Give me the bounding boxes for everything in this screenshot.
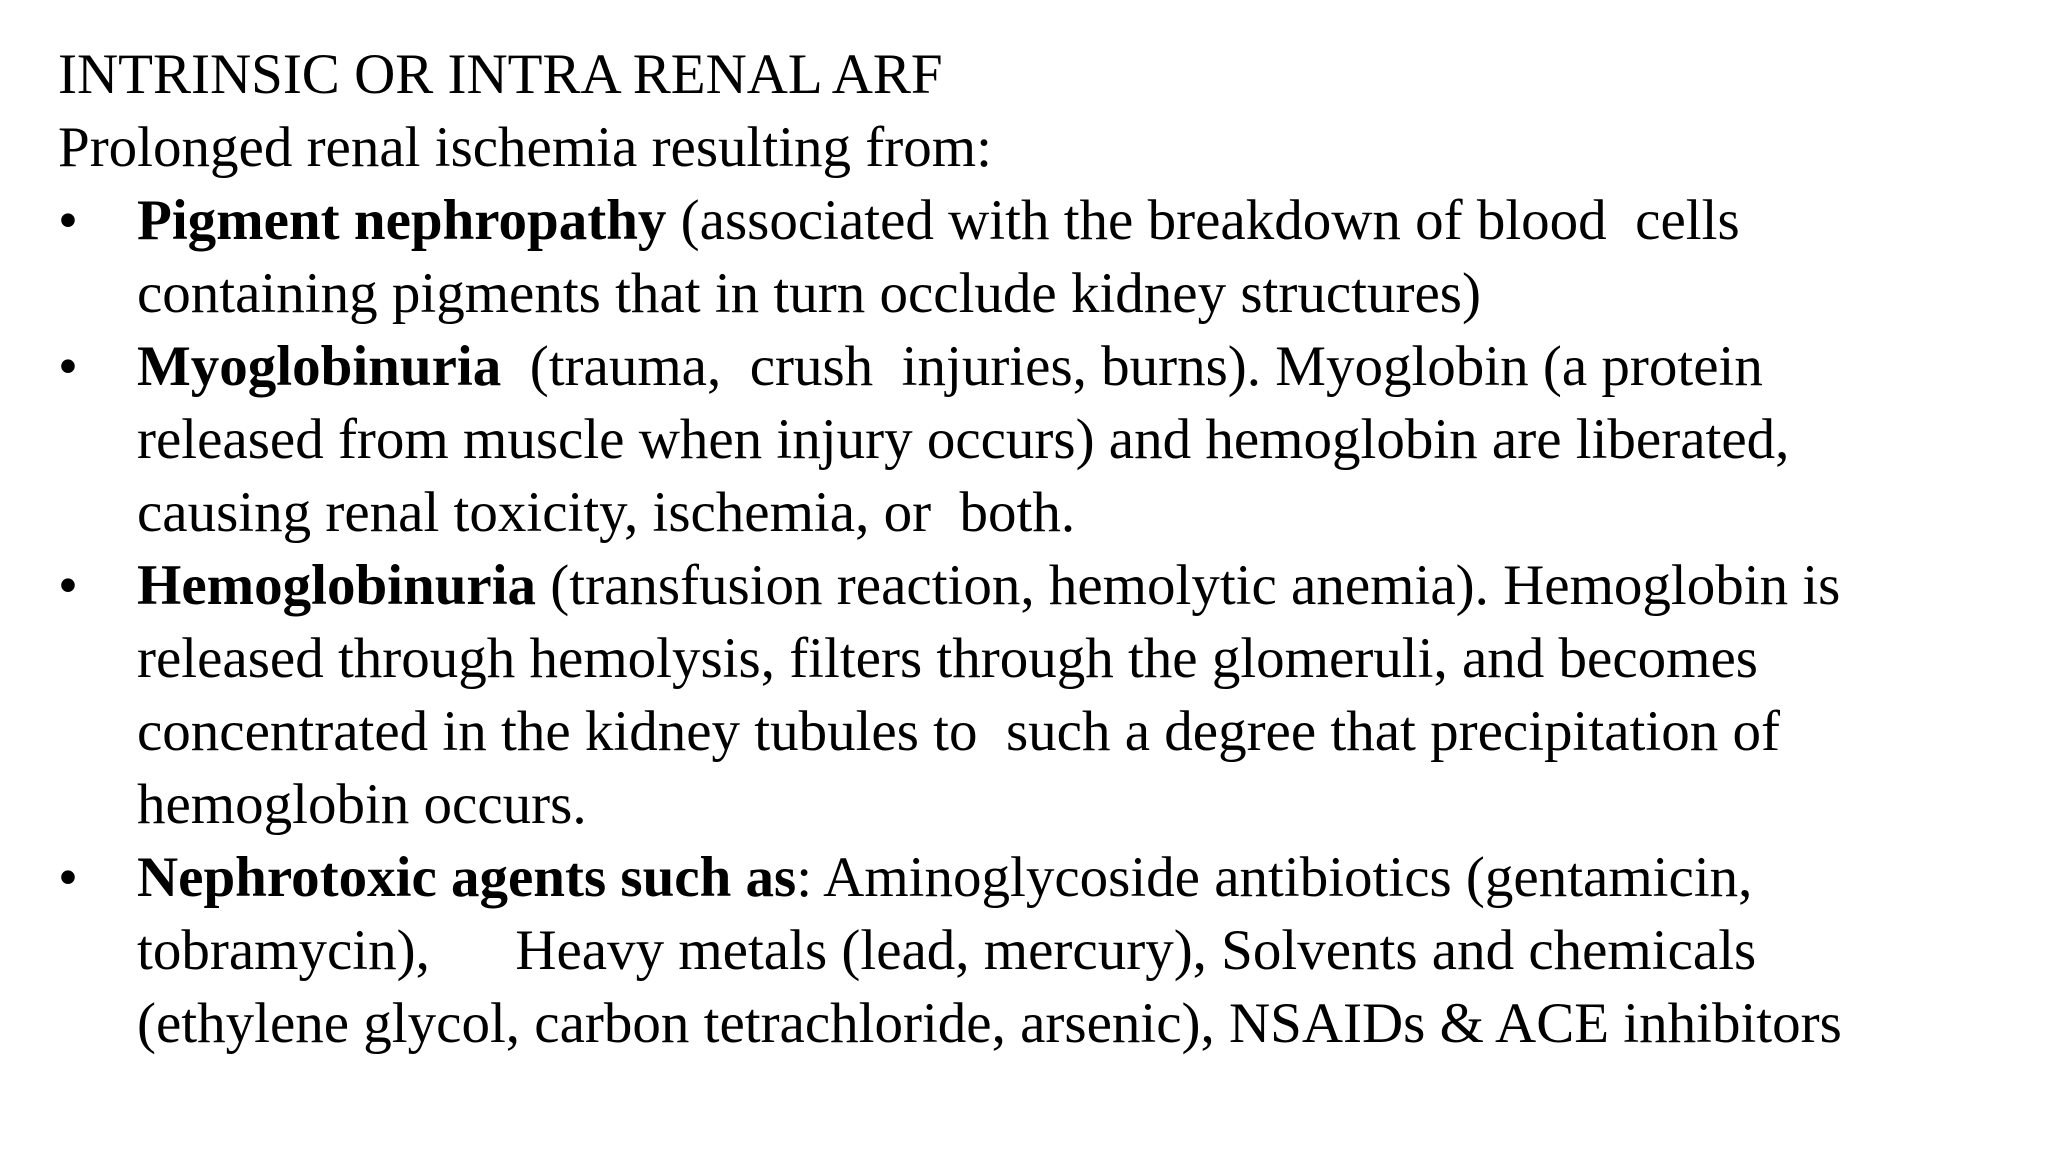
bullet-term: Hemoglobinuria (137, 554, 537, 617)
bullet-description: : Aminoglycoside antibiotics (gentamicin, tobramycin), Heavy metals (lead, mercury), Solvents and chemicals (ethylene glycol, carbon tetrachloride, arsenic), NSAIDs & ACE inhibitors (137, 846, 1842, 1055)
bullet-item-nephrotoxic-agents (58, 841, 2018, 1060)
bullet-icon: • (58, 189, 78, 252)
intro-line: Prolonged renal ischemia resulting from: (58, 116, 992, 179)
bullet-item-pigment-nephropathy (58, 184, 2018, 330)
bullet-icon: • (58, 554, 78, 617)
slide-content (58, 38, 2018, 1060)
bullet-text (137, 184, 2018, 330)
bullet-description: (transfusion reaction, hemolytic anemia). Hemoglobin is released through hemolysis, filters through the glomeruli, and becomes concentrated in the kidney tubules to such a degree that precipitation of hemoglobin occurs. (137, 554, 1841, 836)
bullet-text (137, 549, 2018, 841)
bullet-description: (trauma, crush injuries, burns). Myoglobin (a protein released from muscle when injury occurs) and hemoglobin are liberated, causing renal toxicity, ischemia, or both. (137, 335, 1790, 544)
bullet-text (137, 841, 2018, 1060)
bullet-term: Myoglobinuria (137, 335, 502, 398)
bullet-list (58, 184, 2018, 1060)
bullet-icon: • (58, 335, 78, 398)
bullet-term: Pigment nephropathy (137, 189, 667, 252)
bullet-text (137, 330, 2018, 549)
bullet-icon: • (58, 846, 78, 909)
bullet-item-hemoglobinuria (58, 549, 2018, 841)
slide-heading: INTRINSIC OR INTRA RENAL ARF (58, 43, 943, 106)
bullet-description: (associated with the breakdown of blood cells containing pigments that in turn occlude kidney structures) (137, 189, 1740, 325)
bullet-item-myoglobinuria (58, 330, 2018, 549)
bullet-term: Nephrotoxic agents such as (137, 846, 797, 909)
